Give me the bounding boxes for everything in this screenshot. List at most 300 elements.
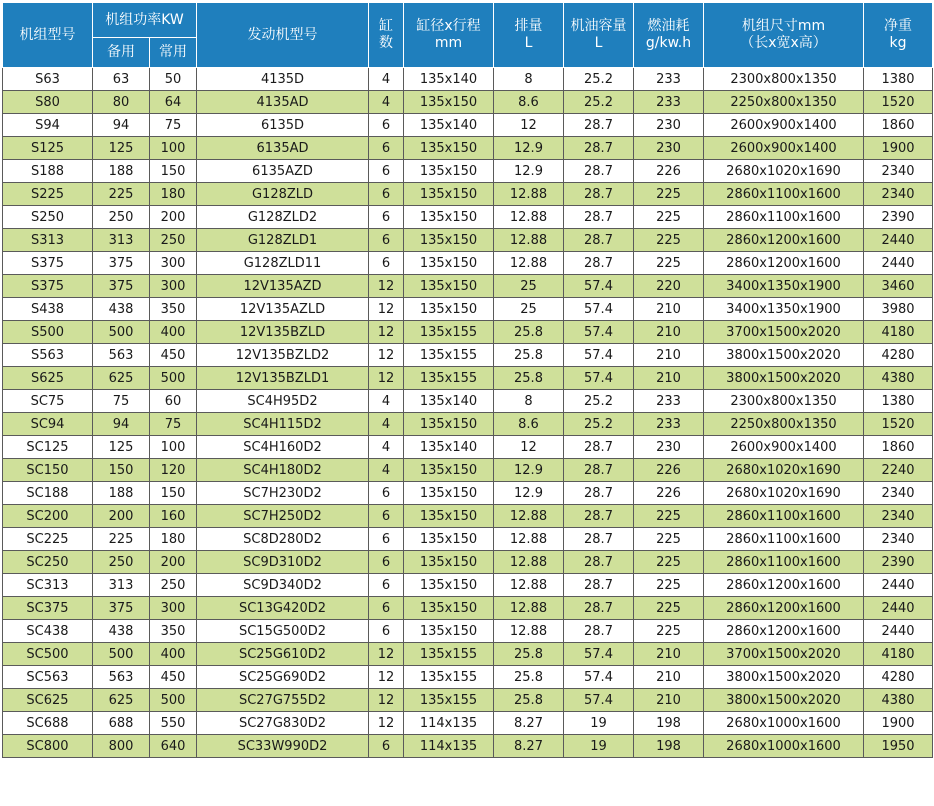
table-row	[3, 482, 933, 505]
cell-oil-capacity: 25.2	[564, 91, 634, 114]
cell-weight: 3980	[864, 298, 933, 321]
cell-standby-kw: 188	[93, 160, 150, 183]
cell-standby-kw: 75	[93, 390, 150, 413]
cell-standby-kw: 625	[93, 367, 150, 390]
table-row	[3, 367, 933, 390]
cell-fuel-consumption: 225	[634, 551, 704, 574]
col-power-header: 机组功率KW	[93, 3, 197, 38]
cell-fuel-consumption: 233	[634, 413, 704, 436]
cell-fuel-consumption: 210	[634, 643, 704, 666]
cell-model: SC563	[3, 666, 93, 689]
cell-oil-capacity: 28.7	[564, 620, 634, 643]
cell-fuel-consumption: 198	[634, 735, 704, 758]
cell-weight: 2440	[864, 229, 933, 252]
cell-standby-kw: 188	[93, 482, 150, 505]
cell-model: SC188	[3, 482, 93, 505]
cell-engine-model: SC4H160D2	[197, 436, 369, 459]
cell-prime-kw: 250	[150, 574, 197, 597]
cell-engine-model: 4135AD	[197, 91, 369, 114]
cell-prime-kw: 640	[150, 735, 197, 758]
cell-prime-kw: 450	[150, 344, 197, 367]
cell-model: SC94	[3, 413, 93, 436]
table-row	[3, 229, 933, 252]
cell-dimensions: 3400x1350x1900	[704, 275, 864, 298]
cell-weight: 2390	[864, 206, 933, 229]
cell-engine-model: SC9D340D2	[197, 574, 369, 597]
cell-bore-stroke: 135x150	[404, 574, 494, 597]
cell-fuel-consumption: 233	[634, 68, 704, 91]
table-row	[3, 413, 933, 436]
cell-dimensions: 2860x1200x1600	[704, 574, 864, 597]
cell-engine-model: 6135AZD	[197, 160, 369, 183]
cell-cylinders: 12	[369, 689, 404, 712]
cell-weight: 2440	[864, 620, 933, 643]
cell-oil-capacity: 28.7	[564, 229, 634, 252]
cell-bore-stroke: 135x150	[404, 229, 494, 252]
cell-dimensions: 2250x800x1350	[704, 91, 864, 114]
cell-displacement: 25	[494, 275, 564, 298]
cell-prime-kw: 100	[150, 436, 197, 459]
cell-engine-model: 12V135BZLD1	[197, 367, 369, 390]
cell-dimensions: 2680x1020x1690	[704, 160, 864, 183]
cell-model: S250	[3, 206, 93, 229]
cell-displacement: 12.88	[494, 574, 564, 597]
cell-cylinders: 6	[369, 114, 404, 137]
cell-model: S125	[3, 137, 93, 160]
cell-bore-stroke: 135x150	[404, 413, 494, 436]
cell-fuel-consumption: 220	[634, 275, 704, 298]
cell-standby-kw: 688	[93, 712, 150, 735]
table-row	[3, 643, 933, 666]
cell-fuel-consumption: 225	[634, 229, 704, 252]
cell-standby-kw: 375	[93, 597, 150, 620]
cell-weight: 1900	[864, 137, 933, 160]
cell-standby-kw: 563	[93, 344, 150, 367]
cell-cylinders: 6	[369, 206, 404, 229]
cell-fuel-consumption: 226	[634, 160, 704, 183]
cell-standby-kw: 63	[93, 68, 150, 91]
cell-displacement: 12.88	[494, 620, 564, 643]
cell-fuel-consumption: 233	[634, 91, 704, 114]
cell-weight: 2340	[864, 505, 933, 528]
cell-standby-kw: 225	[93, 528, 150, 551]
cell-displacement: 8.6	[494, 91, 564, 114]
cell-weight: 4180	[864, 643, 933, 666]
cell-prime-kw: 400	[150, 643, 197, 666]
cell-cylinders: 4	[369, 390, 404, 413]
cell-model: SC625	[3, 689, 93, 712]
cell-fuel-consumption: 225	[634, 620, 704, 643]
cell-standby-kw: 375	[93, 275, 150, 298]
cell-model: SC225	[3, 528, 93, 551]
cell-oil-capacity: 25.2	[564, 390, 634, 413]
cell-engine-model: SC27G755D2	[197, 689, 369, 712]
cell-cylinders: 6	[369, 137, 404, 160]
cell-prime-kw: 180	[150, 183, 197, 206]
cell-prime-kw: 200	[150, 206, 197, 229]
cell-oil-capacity: 28.7	[564, 551, 634, 574]
cell-engine-model: 6135AD	[197, 137, 369, 160]
cell-weight: 1520	[864, 413, 933, 436]
cell-oil-capacity: 28.7	[564, 528, 634, 551]
header-row-top	[3, 3, 933, 38]
table-row	[3, 528, 933, 551]
cell-engine-model: SC33W990D2	[197, 735, 369, 758]
cell-dimensions: 2300x800x1350	[704, 68, 864, 91]
cell-bore-stroke: 114x135	[404, 712, 494, 735]
cell-fuel-consumption: 225	[634, 505, 704, 528]
cell-displacement: 25.8	[494, 689, 564, 712]
cell-displacement: 12.9	[494, 459, 564, 482]
cell-fuel-consumption: 230	[634, 137, 704, 160]
cell-standby-kw: 125	[93, 137, 150, 160]
cell-fuel-consumption: 233	[634, 390, 704, 413]
cell-cylinders: 12	[369, 666, 404, 689]
cell-cylinders: 6	[369, 482, 404, 505]
cell-oil-capacity: 28.7	[564, 206, 634, 229]
cell-model: SC75	[3, 390, 93, 413]
cell-model: S438	[3, 298, 93, 321]
cell-fuel-consumption: 230	[634, 436, 704, 459]
table-row	[3, 505, 933, 528]
cell-prime-kw: 75	[150, 114, 197, 137]
cell-displacement: 25.8	[494, 321, 564, 344]
cell-dimensions: 3800x1500x2020	[704, 344, 864, 367]
cell-model: S63	[3, 68, 93, 91]
table-row	[3, 321, 933, 344]
spec-table-body	[3, 68, 933, 758]
cell-displacement: 12.9	[494, 137, 564, 160]
cell-prime-kw: 60	[150, 390, 197, 413]
cell-dimensions: 3800x1500x2020	[704, 689, 864, 712]
cell-displacement: 12.88	[494, 229, 564, 252]
cell-displacement: 12.88	[494, 505, 564, 528]
cell-model: SC800	[3, 735, 93, 758]
cell-bore-stroke: 135x155	[404, 666, 494, 689]
cell-engine-model: 4135D	[197, 68, 369, 91]
cell-dimensions: 3800x1500x2020	[704, 666, 864, 689]
cell-cylinders: 12	[369, 712, 404, 735]
cell-oil-capacity: 25.2	[564, 68, 634, 91]
cell-oil-capacity: 57.4	[564, 367, 634, 390]
cell-fuel-consumption: 210	[634, 666, 704, 689]
cell-fuel-consumption: 225	[634, 574, 704, 597]
cell-fuel-consumption: 226	[634, 459, 704, 482]
cell-bore-stroke: 135x150	[404, 298, 494, 321]
cell-weight: 2440	[864, 252, 933, 275]
cell-prime-kw: 180	[150, 528, 197, 551]
cell-engine-model: 12V135BZLD2	[197, 344, 369, 367]
cell-oil-capacity: 28.7	[564, 482, 634, 505]
cell-engine-model: SC27G830D2	[197, 712, 369, 735]
cell-displacement: 12.88	[494, 551, 564, 574]
cell-model: SC688	[3, 712, 93, 735]
cell-engine-model: SC7H230D2	[197, 482, 369, 505]
cell-fuel-consumption: 210	[634, 689, 704, 712]
cell-fuel-consumption: 225	[634, 183, 704, 206]
cell-model: SC150	[3, 459, 93, 482]
cell-cylinders: 6	[369, 160, 404, 183]
table-row	[3, 183, 933, 206]
table-row	[3, 137, 933, 160]
cell-bore-stroke: 135x155	[404, 344, 494, 367]
cell-weight: 2440	[864, 574, 933, 597]
cell-cylinders: 6	[369, 735, 404, 758]
table-row	[3, 68, 933, 91]
cell-model: S313	[3, 229, 93, 252]
cell-displacement: 8.27	[494, 712, 564, 735]
cell-bore-stroke: 135x150	[404, 183, 494, 206]
cell-cylinders: 12	[369, 298, 404, 321]
cell-model: SC125	[3, 436, 93, 459]
table-row	[3, 206, 933, 229]
cell-standby-kw: 94	[93, 114, 150, 137]
cell-oil-capacity: 57.4	[564, 321, 634, 344]
col-prime-header: 常用	[150, 38, 197, 68]
cell-fuel-consumption: 226	[634, 482, 704, 505]
cell-weight: 1860	[864, 114, 933, 137]
table-row	[3, 666, 933, 689]
cell-bore-stroke: 135x150	[404, 528, 494, 551]
cell-fuel-consumption: 230	[634, 114, 704, 137]
cell-displacement: 25	[494, 298, 564, 321]
cell-prime-kw: 150	[150, 160, 197, 183]
cell-weight: 1860	[864, 436, 933, 459]
cell-standby-kw: 200	[93, 505, 150, 528]
cell-displacement: 12.9	[494, 160, 564, 183]
table-row	[3, 390, 933, 413]
cell-engine-model: 12V135AZLD	[197, 298, 369, 321]
cell-weight: 2390	[864, 551, 933, 574]
col-cylinders-header: 缸 数	[369, 3, 404, 68]
cell-bore-stroke: 114x135	[404, 735, 494, 758]
cell-weight: 4380	[864, 367, 933, 390]
cell-bore-stroke: 135x140	[404, 436, 494, 459]
cell-standby-kw: 500	[93, 321, 150, 344]
cell-dimensions: 3700x1500x2020	[704, 643, 864, 666]
table-row	[3, 114, 933, 137]
cell-cylinders: 6	[369, 252, 404, 275]
table-row	[3, 620, 933, 643]
cell-prime-kw: 350	[150, 298, 197, 321]
table-row	[3, 459, 933, 482]
cell-cylinders: 6	[369, 574, 404, 597]
cell-standby-kw: 800	[93, 735, 150, 758]
cell-oil-capacity: 28.7	[564, 137, 634, 160]
cell-oil-capacity: 57.4	[564, 344, 634, 367]
cell-bore-stroke: 135x155	[404, 321, 494, 344]
cell-dimensions: 2860x1100x1600	[704, 505, 864, 528]
cell-model: S94	[3, 114, 93, 137]
cell-fuel-consumption: 225	[634, 206, 704, 229]
cell-engine-model: 12V135AZD	[197, 275, 369, 298]
cell-model: S80	[3, 91, 93, 114]
cell-cylinders: 4	[369, 436, 404, 459]
cell-model: SC375	[3, 597, 93, 620]
cell-dimensions: 2680x1020x1690	[704, 482, 864, 505]
cell-displacement: 12.88	[494, 183, 564, 206]
cell-standby-kw: 313	[93, 574, 150, 597]
col-displacement-header: 排量 L	[494, 3, 564, 68]
cell-standby-kw: 313	[93, 229, 150, 252]
cell-engine-model: SC8D280D2	[197, 528, 369, 551]
cell-prime-kw: 300	[150, 275, 197, 298]
cell-engine-model: SC9D310D2	[197, 551, 369, 574]
col-weight-header: 净重 kg	[864, 3, 933, 68]
cell-model: S563	[3, 344, 93, 367]
cell-weight: 1380	[864, 68, 933, 91]
cell-dimensions: 2680x1000x1600	[704, 735, 864, 758]
cell-cylinders: 12	[369, 344, 404, 367]
cell-displacement: 25.8	[494, 643, 564, 666]
table-row	[3, 344, 933, 367]
cell-prime-kw: 75	[150, 413, 197, 436]
cell-model: SC438	[3, 620, 93, 643]
cell-engine-model: G128ZLD2	[197, 206, 369, 229]
cell-oil-capacity: 57.4	[564, 275, 634, 298]
cell-weight: 4280	[864, 344, 933, 367]
cell-engine-model: SC15G500D2	[197, 620, 369, 643]
cell-dimensions: 2860x1200x1600	[704, 229, 864, 252]
cell-cylinders: 12	[369, 275, 404, 298]
col-standby-header: 备用	[93, 38, 150, 68]
cell-fuel-consumption: 210	[634, 321, 704, 344]
cell-dimensions: 2860x1100x1600	[704, 528, 864, 551]
cell-weight: 2340	[864, 183, 933, 206]
cell-oil-capacity: 28.7	[564, 459, 634, 482]
cell-engine-model: SC25G610D2	[197, 643, 369, 666]
cell-cylinders: 6	[369, 528, 404, 551]
cell-prime-kw: 500	[150, 689, 197, 712]
table-row	[3, 252, 933, 275]
cell-displacement: 12.88	[494, 597, 564, 620]
cell-model: SC313	[3, 574, 93, 597]
cell-bore-stroke: 135x140	[404, 390, 494, 413]
cell-dimensions: 2600x900x1400	[704, 137, 864, 160]
cell-displacement: 12.88	[494, 252, 564, 275]
table-row	[3, 574, 933, 597]
cell-weight: 1950	[864, 735, 933, 758]
cell-cylinders: 6	[369, 597, 404, 620]
cell-oil-capacity: 28.7	[564, 252, 634, 275]
cell-cylinders: 12	[369, 321, 404, 344]
cell-displacement: 8	[494, 390, 564, 413]
cell-oil-capacity: 57.4	[564, 689, 634, 712]
cell-displacement: 25.8	[494, 666, 564, 689]
cell-dimensions: 2600x900x1400	[704, 436, 864, 459]
col-dimensions-header: 机组尺寸mm （长x宽x高）	[704, 3, 864, 68]
cell-dimensions: 2860x1100x1600	[704, 551, 864, 574]
cell-bore-stroke: 135x150	[404, 137, 494, 160]
cell-prime-kw: 64	[150, 91, 197, 114]
cell-prime-kw: 250	[150, 229, 197, 252]
cell-oil-capacity: 28.7	[564, 597, 634, 620]
table-row	[3, 298, 933, 321]
cell-dimensions: 3700x1500x2020	[704, 321, 864, 344]
cell-cylinders: 4	[369, 459, 404, 482]
cell-prime-kw: 160	[150, 505, 197, 528]
cell-displacement: 25.8	[494, 344, 564, 367]
col-engine-header: 发动机型号	[197, 3, 369, 68]
cell-standby-kw: 438	[93, 298, 150, 321]
cell-prime-kw: 300	[150, 252, 197, 275]
cell-displacement: 12	[494, 114, 564, 137]
table-row	[3, 712, 933, 735]
cell-standby-kw: 375	[93, 252, 150, 275]
cell-oil-capacity: 25.2	[564, 413, 634, 436]
cell-engine-model: SC4H115D2	[197, 413, 369, 436]
cell-bore-stroke: 135x150	[404, 206, 494, 229]
cell-fuel-consumption: 210	[634, 367, 704, 390]
cell-bore-stroke: 135x155	[404, 689, 494, 712]
cell-dimensions: 2250x800x1350	[704, 413, 864, 436]
cell-cylinders: 4	[369, 413, 404, 436]
cell-model: SC500	[3, 643, 93, 666]
cell-prime-kw: 450	[150, 666, 197, 689]
col-bore-stroke-header: 缸径x行程 mm	[404, 3, 494, 68]
cell-displacement: 8	[494, 68, 564, 91]
cell-displacement: 12.88	[494, 528, 564, 551]
cell-fuel-consumption: 210	[634, 298, 704, 321]
cell-displacement: 25.8	[494, 367, 564, 390]
cell-prime-kw: 550	[150, 712, 197, 735]
cell-engine-model: SC13G420D2	[197, 597, 369, 620]
cell-dimensions: 2600x900x1400	[704, 114, 864, 137]
cell-weight: 2440	[864, 597, 933, 620]
cell-model: S375	[3, 275, 93, 298]
cell-prime-kw: 50	[150, 68, 197, 91]
cell-engine-model: 6135D	[197, 114, 369, 137]
cell-cylinders: 6	[369, 505, 404, 528]
cell-displacement: 8.27	[494, 735, 564, 758]
cell-standby-kw: 80	[93, 91, 150, 114]
cell-engine-model: G128ZLD1	[197, 229, 369, 252]
cell-model: S375	[3, 252, 93, 275]
cell-dimensions: 2860x1200x1600	[704, 597, 864, 620]
cell-cylinders: 4	[369, 68, 404, 91]
cell-cylinders: 4	[369, 91, 404, 114]
cell-bore-stroke: 135x150	[404, 482, 494, 505]
cell-bore-stroke: 135x150	[404, 275, 494, 298]
cell-dimensions: 2860x1200x1600	[704, 620, 864, 643]
cell-fuel-consumption: 198	[634, 712, 704, 735]
cell-dimensions: 2860x1100x1600	[704, 183, 864, 206]
cell-prime-kw: 400	[150, 321, 197, 344]
cell-bore-stroke: 135x150	[404, 620, 494, 643]
cell-prime-kw: 100	[150, 137, 197, 160]
cell-prime-kw: 200	[150, 551, 197, 574]
cell-bore-stroke: 135x150	[404, 160, 494, 183]
cell-oil-capacity: 19	[564, 712, 634, 735]
cell-weight: 4280	[864, 666, 933, 689]
cell-displacement: 12	[494, 436, 564, 459]
cell-model: S188	[3, 160, 93, 183]
cell-cylinders: 6	[369, 551, 404, 574]
cell-cylinders: 12	[369, 367, 404, 390]
table-row	[3, 436, 933, 459]
cell-displacement: 8.6	[494, 413, 564, 436]
cell-bore-stroke: 135x150	[404, 91, 494, 114]
cell-dimensions: 3400x1350x1900	[704, 298, 864, 321]
cell-standby-kw: 438	[93, 620, 150, 643]
cell-bore-stroke: 135x150	[404, 551, 494, 574]
cell-dimensions: 2860x1200x1600	[704, 252, 864, 275]
cell-displacement: 12.9	[494, 482, 564, 505]
cell-weight: 1520	[864, 91, 933, 114]
cell-standby-kw: 250	[93, 206, 150, 229]
cell-dimensions: 2300x800x1350	[704, 390, 864, 413]
cell-oil-capacity: 28.7	[564, 183, 634, 206]
